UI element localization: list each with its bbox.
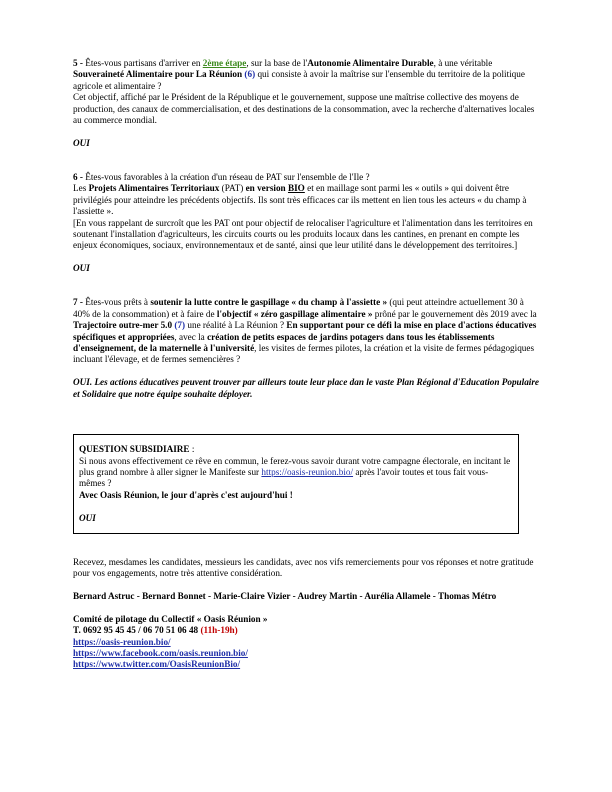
question-7: 7 - Êtes-vous prêts à soutenir la lutte contre le gaspillage « du champ à l'assiette » (qui peut atteindre actuellement 30 à 40% de la consommation) et à faire de l'objectif « zéro gaspillage alimentaire » prôné par le gouvernement dès 2019 avec la Trajectoire outre-mer 5.0 (7) une réalité à La Réunion ? En supportant pour ce défi la mise en place d'actions éducatives spécifiques et appropriées, avec la création de petits espaces de jardins potagers dans tous les établissements d'enseignement, de la maternelle à l'université, les visites de fermes pilotes, la création et la visite de fermes pédagogiques incluant l'élevage, et de fermes semencières ? (73, 297, 537, 365)
q7-answer: OUI. Les actions éducatives peuvent trouver par ailleurs toute leur place dan le vaste Plan Régional d'Education Populaire et Solidaire que notre équipe souhaite déployer. (73, 377, 540, 399)
question-5: 5 - Êtes-vous partisans d'arriver en 2ème étape, sur la base de l'Autonomie Alimentaire Durable, à une véritable Souveraineté Alimentaire pour La Réunion (6) qui consiste à avoir la maîtrise sur l'ensemble du territoire de la politique agricole et alimentaire ? (73, 58, 525, 91)
committee-name: Comité de pilotage du Collectif « Oasis Réunion » (73, 613, 268, 624)
q5-answer: OUI (73, 137, 90, 148)
q5-number: 5 - (73, 58, 86, 68)
subsidiary-slogan: Avec Oasis Réunion, le jour d'après c'est aujourd'hui ! (79, 489, 293, 500)
q7-number: 7 - (73, 297, 86, 308)
manifesto-link[interactable]: https://oasis-reunion.bio/ (261, 467, 354, 478)
facebook-link[interactable]: https://www.facebook.com/oasis.reunion.bio/ (73, 648, 248, 659)
subsidiary-text: Si nous avons effectivement ce rêve en commun, le ferez-vous savoir durant votre campagne électorale, en incitant le plus grand nombre à aller signer le Manifeste sur https://oasis-reunion.bio/ après l'avoir toutes et tous fait vous-mêmes ? (79, 455, 511, 489)
document-page (73, 58, 539, 671)
q5-explanation: Cet objectif, affiché par le Président de la République et le gouvernement, suppose une maîtrise collective des moyens de production, des canaux de commercialisation, et des destinations de la consommation, avec la recherche d'alternatives locales au commerce mondial. (73, 92, 535, 126)
q5-ref: (6) (242, 69, 256, 80)
closing-text: Recevez, mesdames les candidates, messieurs les candidats, avec nos vifs remerciements pour vos réponses et notre gratitude pour vos engagements, notre très attentive considération. (73, 556, 534, 579)
q6-explanation: Les Projets Alimentaires Territoriaux (PAT) en version BIO et en maillage sont parmi les « outils » qui doivent être privilégiés pour atteindre les précédents objectifs. Ils sont très efficaces car ils mettent en lien tous les acteurs « du champ à l'assiette ». (73, 183, 527, 217)
q6-answer: OUI (73, 263, 90, 274)
phone-hours: (11h-19h) (200, 625, 238, 636)
twitter-link[interactable]: https://www.twitter.com/OasisReunionBio/ (73, 659, 241, 670)
subsidiary-answer: OUI (79, 512, 96, 523)
q7-ref: (7) (172, 320, 186, 331)
site-link[interactable]: https://oasis-reunion.bio/ (73, 636, 171, 647)
signatories: Bernard Astruc - Bernard Bonnet - Marie-Claire Vizier - Audrey Martin - Aurélia Allamele - Thomas Métro (73, 591, 497, 602)
question-6: 6 - Êtes-vous favorables à la création d'un réseau de PAT sur l'ensemble de l'Ile ? (73, 172, 370, 183)
q6-number: 6 - (73, 172, 86, 183)
phone-line: T. 0692 95 45 45 / 06 70 51 06 48 (11h-19h) (73, 625, 238, 636)
subsidiary-title: QUESTION SUBSIDIAIRE : (79, 444, 195, 455)
q5-etape: 2ème étape (202, 58, 247, 68)
subsidiary-question-box (73, 434, 519, 534)
q6-note: [En vous rappelant de surcroît que les PAT ont pour objectif de relocaliser l'agriculture et l'alimentation dans les territoires en soutenant l'installation d'agriculteurs, les circuits courts ou les produits locaux dans les cantines, en prenant en compte les enjeux économiques, sociaux, environnementaux et de santé, ainsi que leur utilité dans le développement des territoires.] (73, 217, 533, 251)
